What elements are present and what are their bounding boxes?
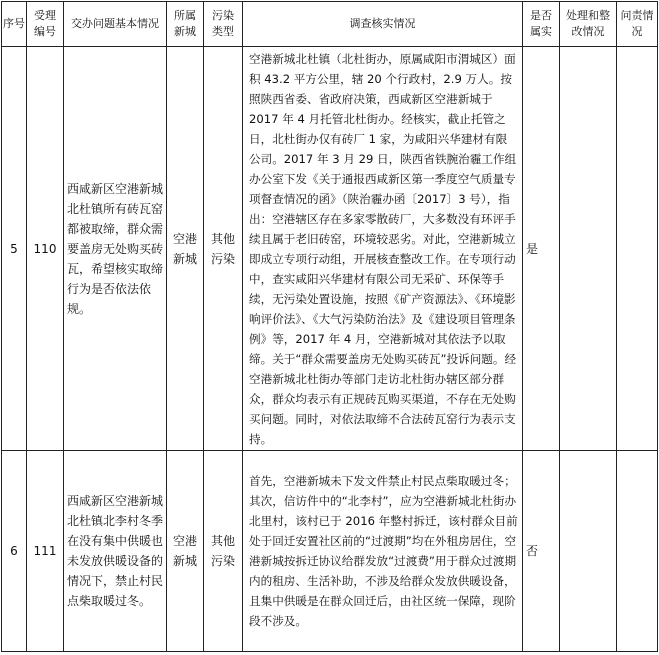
header-accountability: 问责情况: [617, 2, 658, 47]
cell-issue: 西咸新区空港新城北杜镇所有砖瓦窑都被取缔，群众需要盖房无处购买砖瓦，希望核实取缔行为是否依法依规。: [64, 47, 167, 451]
cell-district: 空港新城: [167, 47, 204, 451]
header-index: 序号: [2, 2, 27, 47]
cell-verified: 是: [523, 47, 560, 451]
cell-district: 空港新城: [167, 451, 204, 652]
header-pollution-type: 污染类型: [204, 2, 243, 47]
cell-index: 5: [2, 47, 27, 451]
cell-case-no: 110: [27, 47, 64, 451]
cell-case-no: 111: [27, 451, 64, 652]
cell-verified: 否: [523, 451, 560, 652]
header-verified: 是否属实: [523, 2, 560, 47]
header-district: 所属新城: [167, 2, 204, 47]
header-issue: 交办问题基本情况: [64, 2, 167, 47]
header-row: [2, 2, 658, 47]
cell-issue: 西咸新区空港新城北杜镇北李村冬季在没有集中供暖也未发放供暖设备的情况下，禁止村民点柴取暖过冬。: [64, 451, 167, 652]
cell-investigation: 空港新城北杜镇（北杜街办，原属咸阳市渭城区）面积 43.2 平方公里，辖 20 个行政村，2.9 万人。按照陕西省委、省政府决策，西咸新区空港新城于 2017 年 4 月托管北杜街办。经核实，截止托管之日，北杜街办仅有砖厂 1 家，为咸阳兴华建材有限公司。2017 年 3 月 29 日，陕西省铁腕治霾工作组办公室下发《关于通报西咸新区第一季度空气质量专项督查情况的函》（陕治霾办函〔2017〕3 号），指出：空港辖区存在多家零散砖厂，大多数没有环评手续且属于老旧砖窑，环境较恶劣。对此，空港新城立即成立专项行动组，开展核查整改工作。在专项行动中，查实咸阳兴华建材有限公司无采矿、环保等手续，无污染处置设施，按照《矿产资源法》、《环境影响评价法》、《大气污染防治法》及《建设项目管理条例》等，2017 年 4 月，空港新城对其依法予以取缔。关于“群众需要盖房无处购买砖瓦”投诉问题。经空港新城北杜街办等部门走访北杜街办辖区部分群众，群众均表示有正规砖瓦购买渠道，不存在无处购买问题。同时，对依法取缔不合法砖瓦窑行为表示支持。: [243, 47, 523, 451]
cell-pollution-type: 其他污染: [204, 451, 243, 652]
cell-handling: [560, 451, 617, 652]
cell-accountability: [617, 47, 658, 451]
table-row: [2, 47, 658, 451]
table-row: [2, 451, 658, 652]
cell-index: 6: [2, 451, 27, 652]
cell-handling: [560, 47, 617, 451]
cell-accountability: [617, 451, 658, 652]
case-table: [1, 1, 658, 652]
header-investigation: 调查核实情况: [243, 2, 523, 47]
cell-pollution-type: 其他污染: [204, 47, 243, 451]
cell-investigation: 首先，空港新城未下发文件禁止村民点柴取暖过冬；其次，信访件中的“北李村”，应为空港新城北杜街办北里村，该村已于 2016 年整村拆迁，该村群众目前处于回迁安置社区前的“过渡期”均在外租房居住，空港新城按拆迁协议给群发放“过渡费”用于群众过渡期内的租房、生活补助，不涉及给群众发放供暖设备，且集中供暖是在群众回迁后，由社区统一保障，现阶段不涉及。: [243, 451, 523, 652]
header-handling: 处理和整改情况: [560, 2, 617, 47]
header-case-no: 受理编号: [27, 2, 64, 47]
